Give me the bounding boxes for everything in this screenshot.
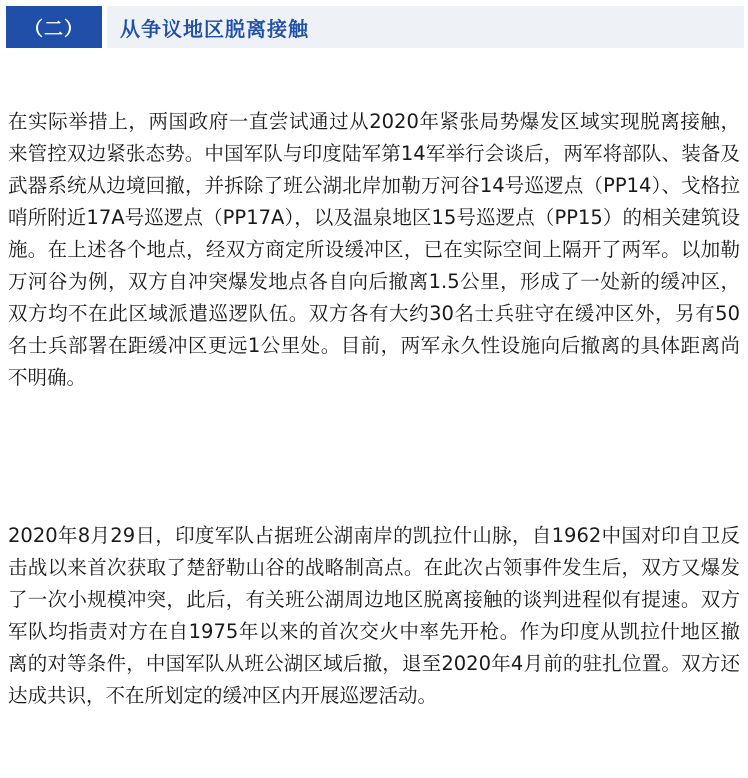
section-title: 从争议地区脱离接触 (120, 16, 309, 41)
section-number-tag: （二） (6, 6, 102, 48)
section-header (6, 6, 744, 48)
header-divider (102, 6, 107, 48)
paragraph-kailash-range: 2020年8月29日，印度军队占据班公湖南岸的凯拉什山脉，自1962中国对印自卫反击战以来首次获取了楚舒勒山谷的战略制高点。在此次占领事件发生后，双方又爆发了一次小规模冲突，此后，有关班公湖周边地区脱离接触的谈判进程似有提速。双方军队均指责对方在自1975年以来的首次交火中率先开枪。作为印度从凯拉什地区撤离的对等条件，中国军队从班公湖区域后撤，退至2020年4月前的驻扎位置。双方还达成共识，不在所划定的缓冲区内开展巡逻活动。 (8, 524, 740, 707)
paragraph-disengagement-measures: 在实际举措上，两国政府一直尝试通过从2020年紧张局势爆发区域实现脱离接触，来管控双边紧张态势。中国军队与印度陆军第14军举行会谈后，两军将部队、装备及武器系统从边境回撤，并拆除了班公湖北岸加勒万河谷14号巡逻点（PP14）、戈格拉哨所附近17A号巡逻点（PP17A），以及温泉地区15号巡逻点（PP15）的相关建筑设施。在上述各个地点，经双方商定所设缓冲区，已在实际空间上隔开了两军。以加勒万河谷为例，双方自冲突爆发地点各自向后撤离1.5公里，形成了一处新的缓冲区，双方均不在此区域派遣巡逻队伍。双方各有大约30名士兵驻守在缓冲区外，另有50名士兵部署在距缓冲区更远1公里处。目前，两军永久性设施向后撤离的具体距离尚不明确。 (8, 110, 740, 389)
